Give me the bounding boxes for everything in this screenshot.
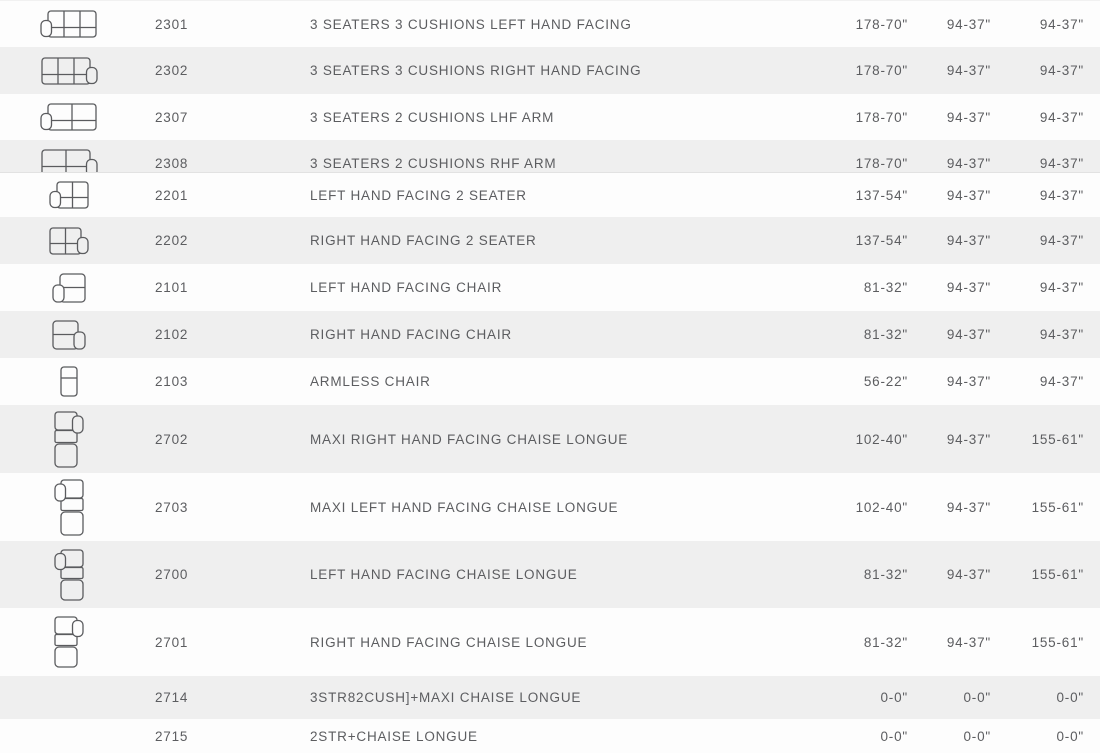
dim-width: 178-70" [855,63,908,78]
product-icon-cell [0,140,137,173]
product-icon-cell [0,1,137,47]
dim-depth: 94-37" [946,327,991,342]
dim-depth: 0-0" [963,690,991,705]
dim-width: 178-70" [855,155,908,171]
dim-height: 94-37" [1039,374,1084,389]
dim-depth: 0-0" [963,729,991,744]
dim-width: 137-54" [855,187,908,203]
table-row [0,94,1100,140]
product-description: MAXI RIGHT HAND FACING CHAISE LONGUE [310,431,629,447]
table-row [0,173,1100,217]
dim-height: 155-61" [1031,431,1084,447]
sofa-2seat-rhf-icon [49,227,89,255]
product-description: RIGHT HAND FACING 2 SEATER [310,233,537,248]
product-description: LEFT HAND FACING 2 SEATER [310,187,527,203]
chair-lhf-icon [52,273,86,303]
model-number: 2715 [155,729,189,744]
dim-depth: 94-37" [946,634,991,650]
dim-depth: 94-37" [946,155,991,171]
dim-depth: 94-37" [946,63,991,78]
sofa-2seat-lhf-icon [49,181,89,209]
dim-depth: 94-37" [946,499,991,515]
table-row [0,217,1100,264]
dim-width: 81-32" [863,634,908,650]
dim-depth: 94-37" [946,16,991,32]
product-description: 3 SEATERS 2 CUSHIONS RHF ARM [310,155,557,171]
chair-armless-icon [60,366,78,397]
product-icon-cell [0,47,137,94]
product-description: 3STR82CUSH]+MAXI CHAISE LONGUE [310,690,582,705]
chaise-rhf-icon [54,616,84,668]
product-icon-cell [0,311,137,358]
model-number: 2302 [155,63,189,78]
chaise-lhf-icon [54,549,84,601]
dim-width: 102-40" [855,431,908,447]
dim-depth: 94-37" [946,280,991,295]
dim-depth: 94-37" [946,233,991,248]
table-row [0,358,1100,405]
model-number: 2102 [155,327,189,342]
model-number: 2702 [155,431,189,447]
product-icon-cell [0,264,137,311]
model-number: 2703 [155,499,189,515]
dim-height: 155-61" [1031,567,1084,582]
dim-width: 0-0" [880,729,908,744]
dim-depth: 94-37" [946,374,991,389]
dim-width: 81-32" [863,567,908,582]
table-row [0,473,1100,541]
dim-depth: 94-37" [946,431,991,447]
model-number: 2701 [155,634,189,650]
dim-width: 81-32" [863,327,908,342]
model-number: 2308 [155,155,189,171]
dim-width: 56-22" [863,374,908,389]
model-number: 2307 [155,109,189,125]
table-row [0,311,1100,358]
chair-rhf-icon [52,320,86,350]
dim-width: 81-32" [863,280,908,295]
dim-height: 155-61" [1031,499,1084,515]
dim-height: 94-37" [1039,327,1084,342]
product-icon-cell [0,719,137,753]
table-row [0,1,1100,47]
dim-depth: 94-37" [946,187,991,203]
table-row [0,264,1100,311]
dim-height: 94-37" [1039,280,1084,295]
dim-width: 178-70" [855,109,908,125]
dim-depth: 94-37" [946,109,991,125]
dim-height: 94-37" [1039,187,1084,203]
sofa-3seat-rhf-icon [40,57,98,85]
dim-height: 94-37" [1039,155,1084,171]
product-description: LEFT HAND FACING CHAISE LONGUE [310,567,578,582]
dim-width: 178-70" [855,16,908,32]
model-number: 2700 [155,567,189,582]
sofa-3seat-2cush-rhf-icon [40,149,98,173]
model-number: 2301 [155,16,189,32]
product-icon-cell [0,358,137,405]
dim-height: 94-37" [1039,109,1084,125]
model-number: 2201 [155,187,189,203]
product-description: LEFT HAND FACING CHAIR [310,280,503,295]
product-description: 3 SEATERS 3 CUSHIONS RIGHT HAND FACING [310,63,642,78]
model-number: 2714 [155,690,189,705]
product-description: MAXI LEFT HAND FACING CHAISE LONGUE [310,499,619,515]
product-icon-cell [0,473,137,541]
model-number: 2202 [155,233,189,248]
product-icon-cell [0,94,137,140]
dim-height: 0-0" [1056,729,1084,744]
sofa-3seat-lhf-icon [40,10,98,38]
product-description: RIGHT HAND FACING CHAIR [310,327,512,342]
table-row [0,719,1100,753]
product-icon-cell [0,541,137,608]
table-row [0,405,1100,473]
product-icon-cell [0,217,137,264]
table-row [0,608,1100,676]
chaise-maxi-rhf-icon [54,411,84,468]
dim-width: 137-54" [855,233,908,248]
table-row [0,140,1100,173]
model-number: 2101 [155,280,189,295]
product-description: RIGHT HAND FACING CHAISE LONGUE [310,634,588,650]
product-icon-cell [0,676,137,719]
table-row [0,47,1100,94]
sofa-3seat-2cush-lhf-icon [40,103,98,131]
dim-depth: 94-37" [946,567,991,582]
dim-height: 94-37" [1039,16,1084,32]
product-icon-cell [0,173,137,217]
table-row [0,541,1100,608]
dim-height: 94-37" [1039,233,1084,248]
product-icon-cell [0,608,137,676]
chaise-maxi-lhf-icon [54,479,84,536]
product-description: ARMLESS CHAIR [310,374,431,389]
dim-width: 0-0" [880,690,908,705]
dim-width: 102-40" [855,499,908,515]
product-description: 2STR+CHAISE LONGUE [310,729,478,744]
table-row [0,676,1100,719]
dim-height: 94-37" [1039,63,1084,78]
dim-height: 155-61" [1031,634,1084,650]
product-description: 3 SEATERS 2 CUSHIONS LHF ARM [310,109,555,125]
model-number: 2103 [155,374,189,389]
dim-height: 0-0" [1056,690,1084,705]
product-icon-cell [0,405,137,473]
product-description: 3 SEATERS 3 CUSHIONS LEFT HAND FACING [310,16,632,32]
